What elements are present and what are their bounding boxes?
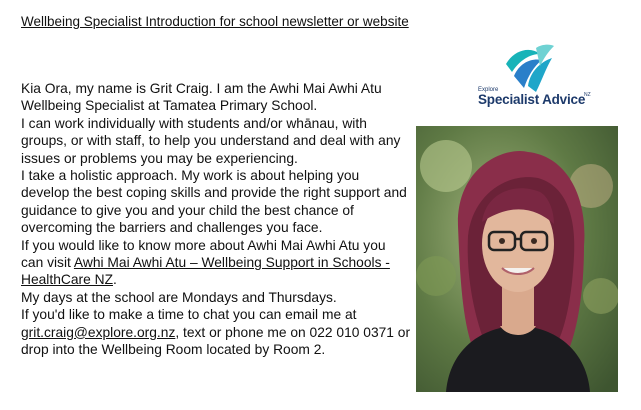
approach-paragraph: I take a holistic approach. My work is about helping you develop the best coping skills and provide the right support and guidance to give you and your child the best chance of overcoming the barriers and challenges you face. [21, 168, 407, 236]
portrait-illustration [416, 126, 618, 392]
days-paragraph: My days at the school are Mondays and Thursdays. [21, 289, 337, 305]
logo-explore-text: Explore [478, 87, 499, 93]
logo-nz-text: NZ [584, 92, 591, 98]
intro-paragraph: Kia Ora, my name is Grit Craig. I am the Awhi Mai Awhi Atu Wellbeing Specialist at Tamatea Primary School. [21, 81, 382, 114]
work-paragraph: I can work individually with students and/or whānau, with groups, or with staff, to help you understand and deal with any issues or problems you may be experiencing. [21, 115, 401, 166]
contact-text: If you'd like to make a time to chat you can email me at [21, 307, 357, 323]
healthcare-link[interactable]: Awhi Mai Awhi Atu – Wellbeing Support in Schools - HealthCare NZ [21, 255, 390, 288]
more-info-suffix: . [113, 272, 117, 288]
leaf-logo-icon [500, 42, 556, 96]
portrait-photo [416, 126, 618, 392]
logo-name-text: Specialist Advice [478, 92, 586, 107]
contact-paragraph [21, 306, 411, 358]
contact-suffix: , text or phone me on 022 010 0371 or drop into the Wellbeing Room located by Room 2. [21, 324, 411, 358]
document-title: Wellbeing Specialist Introduction for school newsletter or website [21, 14, 409, 29]
more-info-paragraph [21, 237, 411, 289]
email-link[interactable]: grit.craig@explore.org.nz [21, 324, 176, 340]
body-text [21, 80, 411, 359]
more-info-text: If you would like to know more about Awhi Mai Awhi Atu you can visit [21, 237, 386, 271]
specialist-advice-logo [478, 40, 628, 110]
